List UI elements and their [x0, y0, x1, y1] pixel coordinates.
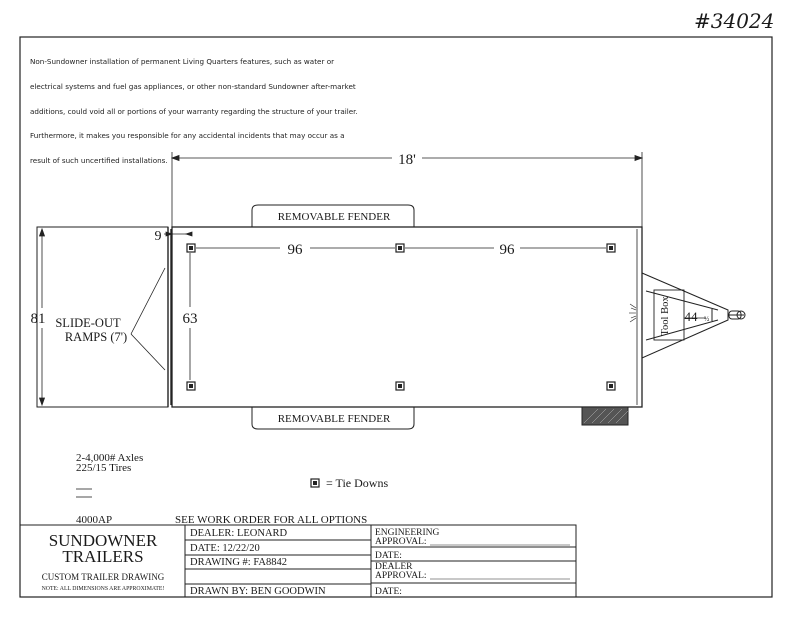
disclaimer-line: Furthermore, it makes you responsible for any accidental incidents that may occur as a	[30, 131, 345, 141]
date-field: DATE: 12/22/20	[190, 543, 260, 554]
overall-length-label: 18'	[398, 152, 416, 168]
fender-bottom-label: REMOVABLE FENDER	[277, 413, 391, 425]
disclaimer-line: electrical systems and fuel gas appliances, or other non-standard Sundowner after-market	[30, 82, 356, 92]
disclaimer-line: Non-Sundowner installation of permanent Living Quarters features, such as water or	[30, 57, 335, 67]
tiedown-spacing-label-1: 96	[287, 242, 303, 258]
toolbox-dimension-fraction: ½	[704, 315, 710, 323]
tie-down	[607, 244, 615, 252]
company-name-line2: TRAILERS	[62, 547, 144, 566]
legend-tie-downs-label: = Tie Downs	[326, 476, 389, 490]
tie-down-symbols	[187, 244, 615, 390]
engineering-approval-label-1: ENGINEERING	[375, 528, 440, 538]
disclaimer-line: result of such uncertified installations.	[30, 155, 168, 165]
tie-down	[187, 244, 195, 252]
dealer-field: DEALER: LEONARD	[190, 528, 288, 539]
tie-down	[607, 382, 615, 390]
engineering-date-label: DATE:	[375, 551, 402, 561]
work-order-note: SEE WORK ORDER FOR ALL OPTIONS	[175, 514, 368, 526]
tie-down	[396, 382, 404, 390]
tie-down	[396, 244, 404, 252]
slide-out-leader-lines	[131, 268, 165, 370]
legend-tie-down-icon	[311, 479, 319, 487]
toolbox-dimension-label: 44	[684, 309, 698, 324]
dimensions-note: NOTE: ALL DIMENSIONS ARE APPROXIMATE!	[41, 586, 165, 592]
tie-down	[187, 382, 195, 390]
tool-box-label: Tool Box	[660, 296, 671, 336]
drawing-type: CUSTOM TRAILER DRAWING	[41, 572, 165, 582]
axles-spec: 2-4,000# Axles	[76, 452, 144, 464]
tires-spec: 225/15 Tires	[76, 462, 132, 474]
dealer-approval-label-2: APPROVAL:	[375, 571, 427, 581]
front-light-icon	[629, 304, 636, 322]
model-number: 4000AP	[76, 514, 113, 526]
tiedown-spacing-label-2: 96	[499, 242, 515, 258]
dealer-approval-label-1: DEALER	[375, 562, 413, 572]
spec-underlines	[76, 489, 92, 497]
drawing-number-field: DRAWING #: FA8842	[190, 557, 287, 568]
slide-out-label-line1: SLIDE-OUT	[55, 316, 121, 330]
slide-out-label-line2: RAMPS (7')	[64, 330, 128, 344]
dealer-date-label: DATE:	[375, 587, 402, 597]
trailer-body	[172, 227, 642, 407]
engineering-approval-label-2: APPROVAL:	[375, 537, 427, 547]
inner-width-label: 63	[182, 311, 198, 327]
disclaimer-line: additions, could void all or portions of your warranty regarding the structure of your trailer.	[30, 106, 358, 116]
company-name-line1: SUNDOWNER	[48, 531, 158, 550]
drawn-by-field: DRAWN BY: BEN GOODWIN	[190, 586, 326, 597]
front-offset-dimension	[164, 232, 192, 236]
fender-top-label: REMOVABLE FENDER	[277, 211, 391, 223]
handwritten-number: #34024	[694, 9, 775, 33]
front-offset-label: 9	[154, 229, 162, 244]
disclaimer-text	[30, 42, 358, 173]
rear-frame	[168, 227, 171, 407]
ramp-height-label: 81	[30, 311, 46, 327]
